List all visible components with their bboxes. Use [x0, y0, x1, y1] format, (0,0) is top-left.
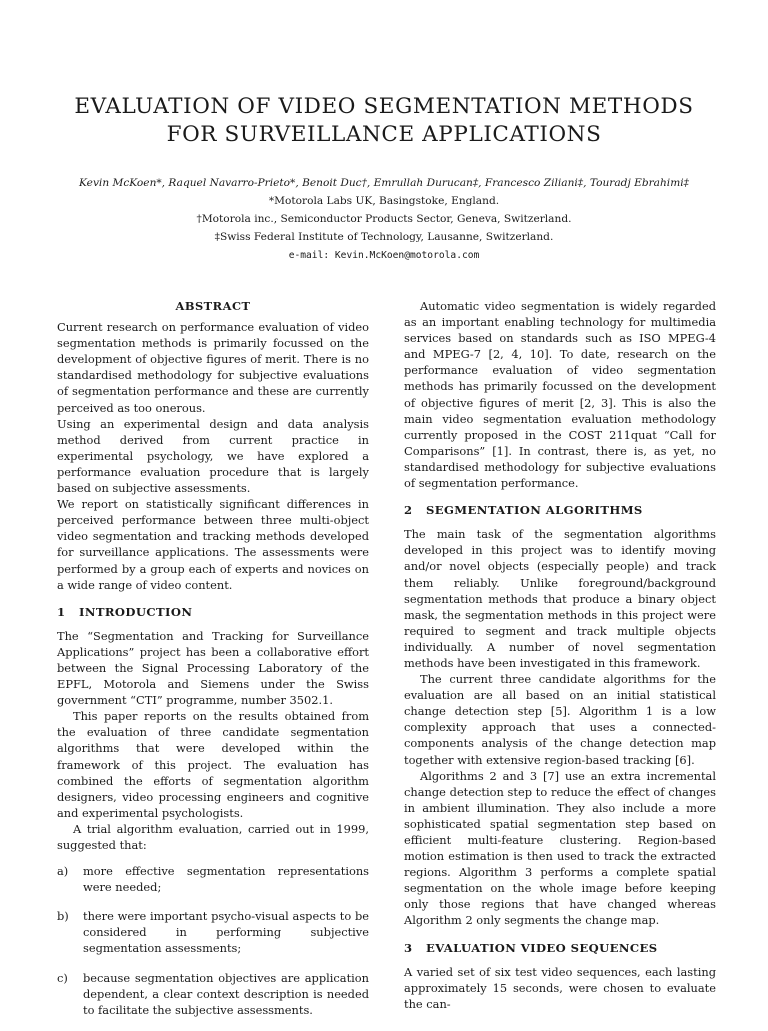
list-item-text: there were important psycho-visual aspects to be considered in performing subjective segmentation assessments;: [83, 909, 369, 956]
body-paragraph: The main task of the segmentation algorithms developed in this project was to identify moving and/or novel objects (especially people) and track them reliably. Unlike foreground/background segmentation methods that produce a binary object mask, the segmentation methods in this project were required to segment and track multiple objects individually. A number of novel segmentation methods have been investigated in this framework.: [404, 527, 716, 670]
abstract-paragraph: Current research on performance evaluation of video segmentation methods is primarily focussed on the development of objective figures of merit. There is no standardised methodology for subjective evaluations of segmentation performance and these are currently perceived as too onerous.: [57, 320, 369, 415]
affiliation-2: †Motorola inc., Semiconductor Products Sector, Geneva, Switzerland.: [196, 213, 572, 225]
section-title: INTRODUCTION: [79, 604, 193, 619]
list-item: [57, 908, 369, 956]
affiliation-3: ‡Swiss Federal Institute of Technology, Lausanne, Switzerland.: [214, 231, 554, 243]
title-line-1: EVALUATION OF VIDEO SEGMENTATION METHODS: [74, 94, 694, 119]
body-paragraph: The current three candidate algorithms for the evaluation are all based on an initial statistical change detection step [5]. Algorithm 1 is a low complexity approach that uses a connected-components analysis of the change detection map together with extensive region-based tracking [6].: [404, 672, 716, 767]
list-item-label: a): [57, 864, 69, 879]
body-paragraph: Algorithms 2 and 3 [7] use an extra incremental change detection step to reduce the effect of changes in ambient illumination. They also include a more sophisticated spatial segmentation step based on efficient multi-feature clustering. Region-based motion estimation is then used to track the extracted regions. Algorithm 3 performs a complete spatial segmentation on the whole image before keeping only those regions that have changed whereas Algorithm 2 only segments the change map.: [404, 768, 716, 928]
section-number: 3: [404, 940, 413, 955]
list-item: [57, 970, 369, 1018]
left-column: [57, 298, 369, 1031]
list-item-text: more effective segmentation representations were needed;: [83, 864, 369, 895]
abstract-heading: ABSTRACT: [175, 299, 251, 313]
body-paragraph: This paper reports on the results obtained from the evaluation of three candidate segmentation algorithms that were developed within the framework of this project. The evaluation has combined the efforts of segmentation algorithm designers, video processing engineers and cognitive and experimental psychologists.: [57, 709, 369, 820]
section-number: 1: [57, 604, 66, 619]
title-line-2: FOR SURVEILLANCE APPLICATIONS: [166, 122, 602, 147]
section-number: 2: [404, 503, 413, 518]
affiliation-1: *Motorola Labs UK, Basingstoke, England.: [268, 195, 500, 207]
body-paragraph: The “Segmentation and Tracking for Surveillance Applications” project has been a collaborative effort between the Signal Processing Laboratory of the EPFL, Motorola and Siemens under the Swiss government “CTI” programme, number 3502.1.: [57, 628, 369, 708]
author-list: Kevin McKoen*, Raquel Navarro-Prieto*, Benoit Duc†, Emrullah Durucan‡, Francesco Ziliani‡, Touradj Ebrahimi‡: [79, 177, 689, 189]
body-paragraph: A varied set of six test video sequences, each lasting approximately 15 seconds, were chosen to evaluate the can-: [404, 964, 716, 1011]
body-paragraph: A trial algorithm evaluation, carried out in 1999, suggested that:: [57, 821, 369, 852]
section-heading-segmentation-algorithms: [404, 502, 716, 518]
abstract-paragraph: Using an experimental design and data analysis method derived from current practice in experimental psychology, we have explored a performance evaluation procedure that is largely based on subjective assessments.: [57, 416, 369, 496]
enumerated-list: [57, 863, 369, 1018]
abstract-paragraph: We report on statistically significant differences in perceived performance between three multi-object video segmentation and tracking methods developed for surveillance applications. The assessments were performed by a group each of experts and novices on a wide range of video content.: [57, 497, 369, 592]
list-item-text: because segmentation objectives are application dependent, a clear context description is needed to facilitate the subjective assessments.: [83, 970, 369, 1017]
section-title: EVALUATION VIDEO SEQUENCES: [426, 940, 658, 955]
list-item: [57, 863, 369, 895]
section-heading-introduction: [57, 604, 369, 620]
list-item-label: b): [57, 909, 69, 924]
list-item-label: c): [57, 970, 68, 985]
section-heading-evaluation-video-sequences: [404, 940, 716, 956]
contact-email: e-mail: Kevin.McKoen@motorola.com: [288, 250, 480, 261]
body-paragraph: Automatic video segmentation is widely regarded as an important enabling technology for multimedia services based on standards such as ISO MPEG-4 and MPEG-7 [2, 4, 10]. To date, research on the performance evaluation of video segmentation methods has primarily focussed on the development of objective figures of merit [2, 3]. This is also the main video segmentation evaluation methodology currently proposed in the COST 211quat “Call for Comparisons” [1]. In contrast, there is, as yet, no standardised methodology for subjective evaluations of segmentation performance.: [404, 299, 716, 491]
paper-title: [0, 93, 768, 149]
section-title: SEGMENTATION ALGORITHMS: [426, 503, 643, 518]
right-column: [404, 298, 716, 1012]
